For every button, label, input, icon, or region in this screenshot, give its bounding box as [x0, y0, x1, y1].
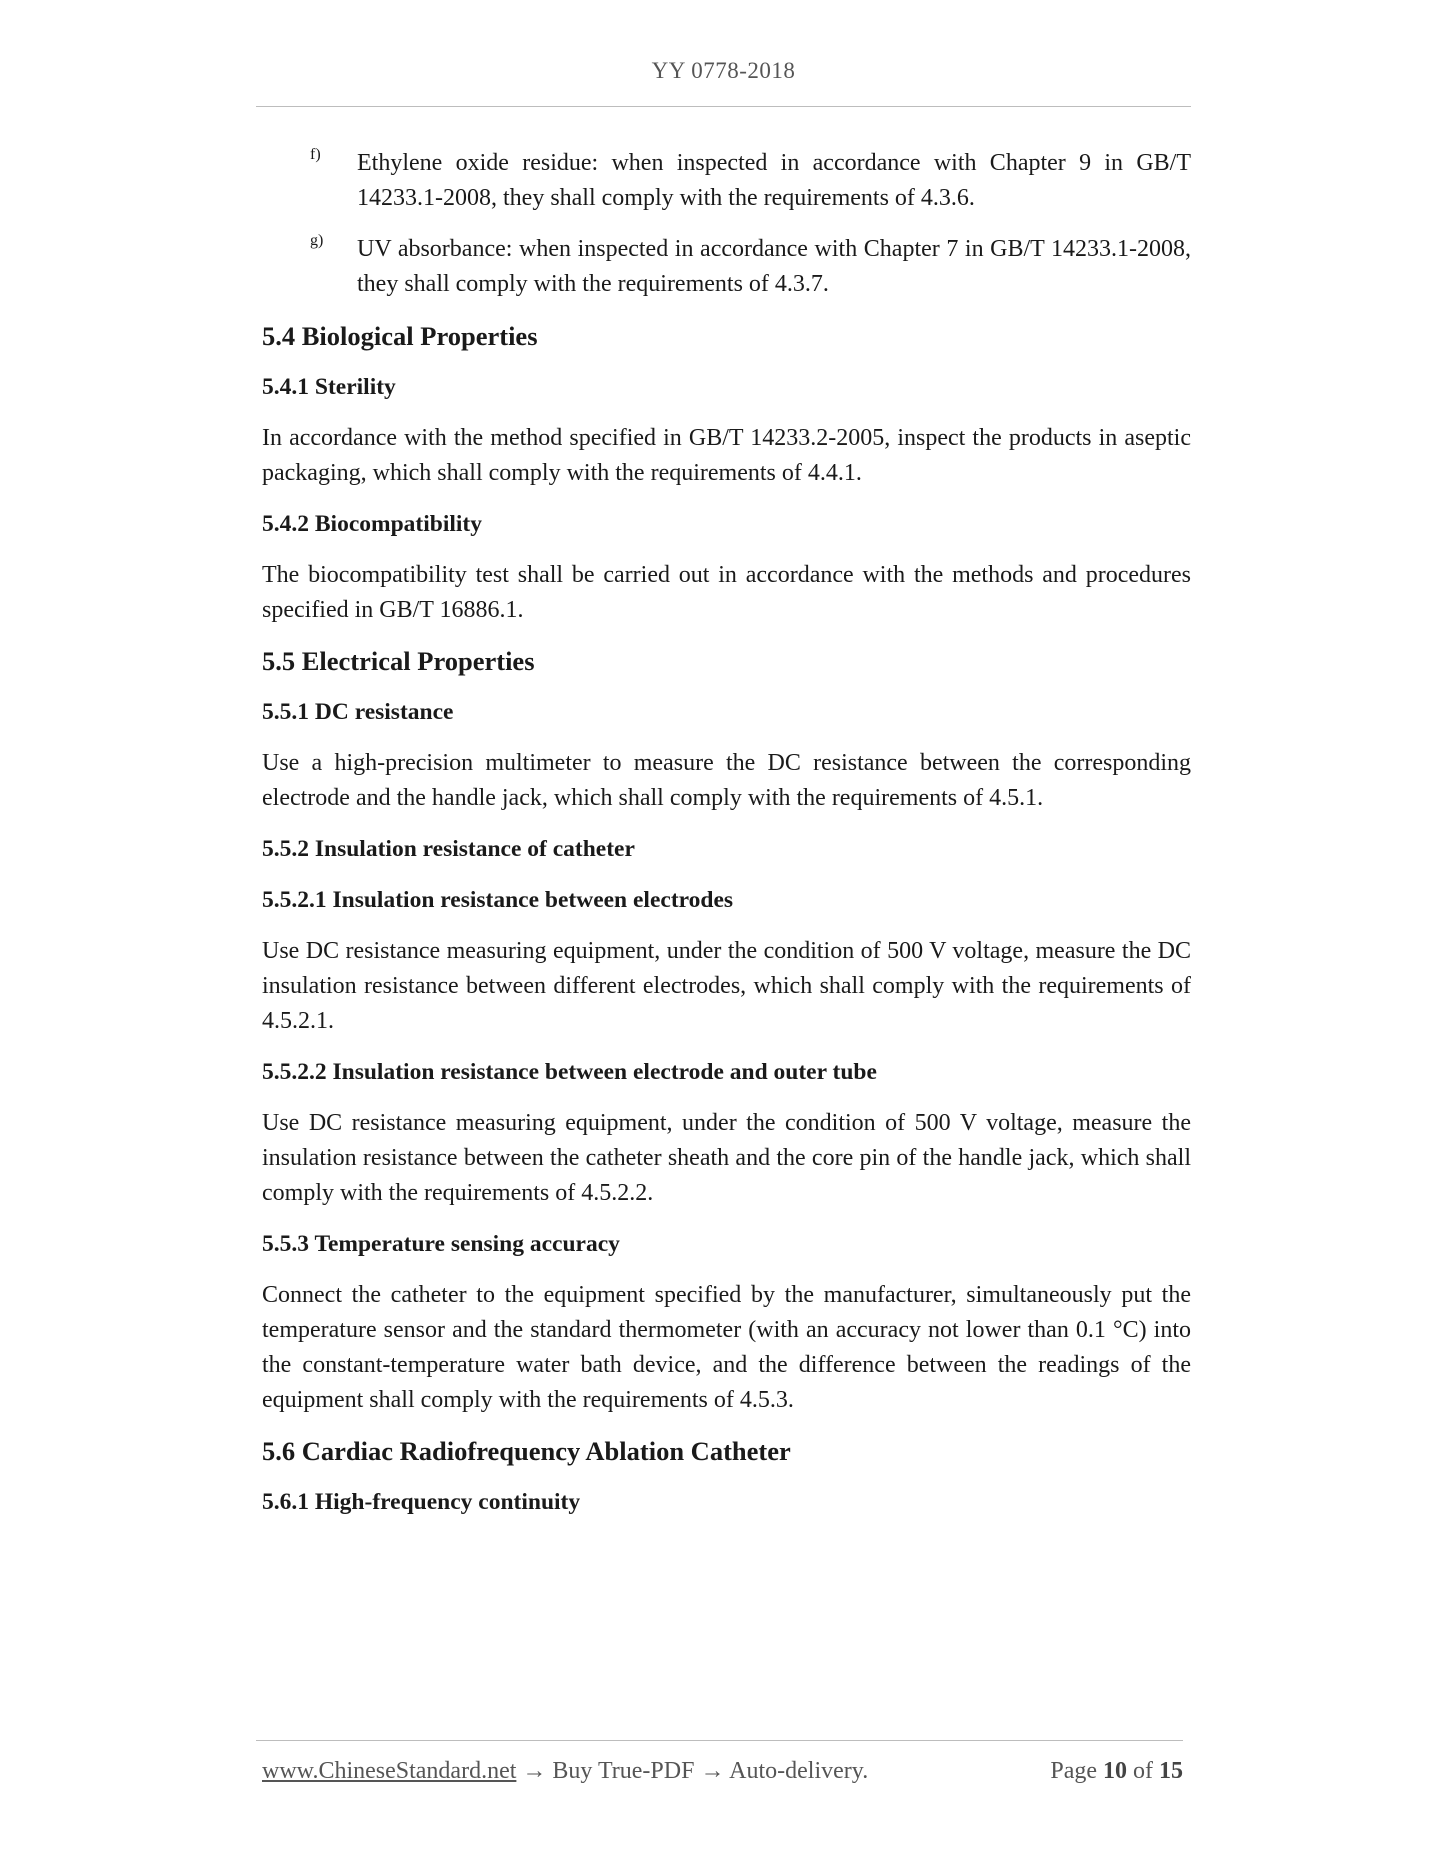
document-header-title: YY 0778-2018 [651, 58, 796, 83]
section-paragraph-5-5-1: Use a high-precision multimeter to measure the DC resistance between the corresponding electrode and the handle jack, which shall comply with the requirements of 4.5.1. [262, 750, 1191, 811]
header-divider [256, 106, 1191, 107]
section-paragraph-5-4-2: The biocompatibility test shall be carried out in accordance with the methods and procedures specified in GB/T 16886.1. [262, 562, 1191, 623]
section-heading-5-6: 5.6 Cardiac Radiofrequency Ablation Catheter [262, 1436, 791, 1466]
list-item-text: Ethylene oxide residue: when inspected in accordance with Chapter 9 in GB/T 14233.1-2008, they shall comply with the requirements of 4.3.6. [357, 150, 1191, 211]
arrow-right-icon: → [700, 1758, 725, 1784]
section-paragraph-5-5-2-2: Use DC resistance measuring equipment, under the condition of 500 V voltage, measure the insulation resistance between the catheter sheath and the core pin of the handle jack, which shall comply with the requirements of 4.5.2.2. [262, 1110, 1191, 1206]
list-item-label: g) [310, 232, 324, 249]
section-heading-5-5-3: 5.5.3 Temperature sensing accuracy [262, 1231, 620, 1257]
auto-delivery-text: Auto-delivery. [729, 1758, 869, 1784]
document-body [262, 146, 1191, 1520]
section-paragraph-5-5-2-1: Use DC resistance measuring equipment, under the condition of 500 V voltage, measure the DC insulation resistance between different electrodes, which shall comply with the requirements of 4.5.2.1. [262, 938, 1191, 1034]
footer-promo [262, 1758, 868, 1785]
footer-divider [256, 1740, 1183, 1741]
section-paragraph-5-4-1: In accordance with the method specified in GB/T 14233.2-2005, inspect the products in aseptic packaging, which shall comply with the requirements of 4.4.1. [262, 425, 1191, 486]
page-footer [262, 1758, 1183, 1792]
page-label: Page [1050, 1758, 1097, 1784]
arrow-right-icon: → [522, 1758, 547, 1784]
buy-true-pdf-text: Buy True-PDF [552, 1758, 695, 1784]
section-heading-5-5-2-2: 5.5.2.2 Insulation resistance between electrode and outer tube [262, 1059, 877, 1085]
section-heading-5-4: 5.4 Biological Properties [262, 321, 538, 351]
page-indicator [1050, 1758, 1183, 1785]
section-heading-5-5-1: 5.5.1 DC resistance [262, 699, 454, 725]
list-item-f [262, 146, 1191, 216]
list-item-g [262, 232, 1191, 302]
section-heading-5-4-1: 5.4.1 Sterility [262, 374, 396, 400]
section-heading-5-5-2: 5.5.2 Insulation resistance of catheter [262, 836, 635, 862]
page-current: 10 [1103, 1758, 1127, 1784]
list-item-text: UV absorbance: when inspected in accordance with Chapter 7 in GB/T 14233.1-2008, they shall comply with the requirements of 4.3.7. [357, 236, 1191, 297]
of-label: of [1133, 1758, 1153, 1784]
section-heading-5-5: 5.5 Electrical Properties [262, 646, 535, 676]
section-heading-5-5-2-1: 5.5.2.1 Insulation resistance between electrodes [262, 887, 734, 913]
page-total: 15 [1159, 1758, 1183, 1784]
section-heading-5-4-2: 5.4.2 Biocompatibility [262, 511, 482, 537]
section-paragraph-5-5-3: Connect the catheter to the equipment specified by the manufacturer, simultaneously put the temperature sensor and the standard thermometer (with an accuracy not lower than 0.1 °C) into the constant-temperature water bath device, and the difference between the readings of the equipment shall comply with the requirements of 4.5.3. [262, 1282, 1191, 1413]
list-item-label: f) [310, 146, 321, 163]
website-link[interactable]: www.ChineseStandard.net [262, 1758, 517, 1784]
section-heading-5-6-1: 5.6.1 High-frequency continuity [262, 1489, 581, 1515]
